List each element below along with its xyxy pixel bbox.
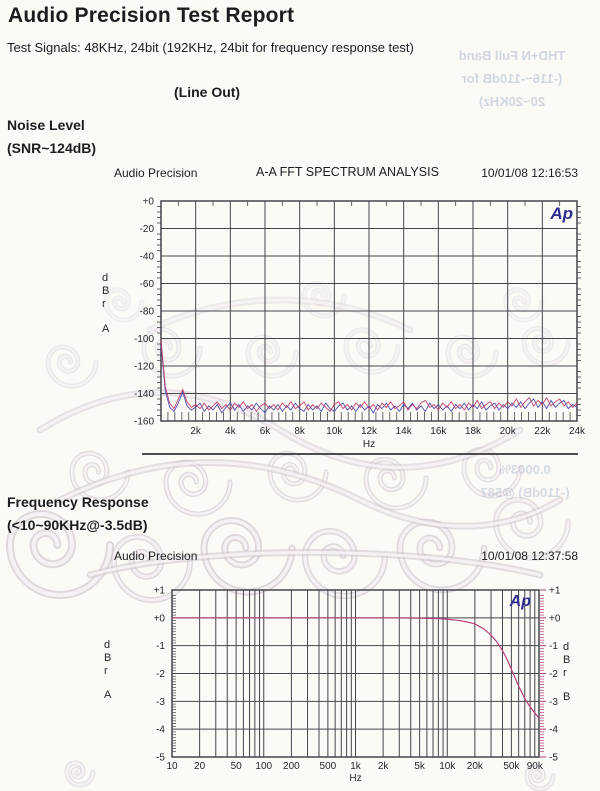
svg-text:-4: -4 [549,724,558,736]
svg-text:B: B [104,652,112,664]
svg-text:10k: 10k [326,426,343,437]
svg-text:8k: 8k [294,426,305,437]
svg-text:+0: +0 [153,613,165,625]
svg-text:-5: -5 [549,752,558,764]
svg-text:200: 200 [283,761,300,772]
svg-text:100: 100 [255,761,273,772]
axis-tick-labels [102,197,586,451]
svg-text:-160: -160 [133,416,154,428]
svg-text:-140: -140 [133,389,154,400]
svg-text:r: r [102,298,106,310]
svg-text:d: d [563,641,570,653]
section-divider [142,453,578,455]
svg-text:-60: -60 [139,279,154,290]
svg-text:22k: 22k [534,426,551,437]
x-axis-unit: Hz [349,773,362,784]
noise-level-heading: Noise Level [7,117,85,133]
svg-text:1k: 1k [350,761,361,772]
svg-text:24k: 24k [568,426,586,437]
grid [161,201,577,421]
svg-text:-1: -1 [156,641,165,653]
svg-text:-120: -120 [133,361,154,373]
vendor-label-2: Audio Precision [114,549,198,563]
svg-text:6k: 6k [259,426,271,437]
frequency-response-chart [86,576,600,791]
svg-text:50k: 50k [503,761,520,772]
svg-text:+0: +0 [142,196,154,208]
svg-text:+1: +1 [153,585,165,597]
svg-text:-3: -3 [156,696,165,708]
svg-text:-40: -40 [139,251,154,263]
frequency-response-spec-label: (<10~90KHz@-3.5dB) [7,517,148,533]
ap-logo: Ap [509,593,531,610]
svg-text:-2: -2 [549,669,558,680]
svg-text:+0: +0 [549,613,561,625]
channel-letter-right: B [563,691,571,703]
test-signals-subtitle: Test Signals: 48KHz, 24bit (192KHz, 24bit for frequency response test) [7,40,414,55]
timestamp-2: 10/01/08 12:37:58 [481,549,578,563]
svg-text:-2: -2 [156,669,165,680]
svg-text:16k: 16k [430,426,447,437]
svg-text:B: B [563,654,571,666]
line-out-label: (Line Out) [174,84,241,100]
svg-text:d: d [102,272,109,284]
ap-logo: Ap [550,204,573,223]
svg-text:-100: -100 [133,334,154,345]
svg-text:-1: -1 [549,641,558,653]
svg-text:-5: -5 [156,752,165,764]
svg-text:20k: 20k [466,761,483,772]
svg-text:20k: 20k [499,426,516,437]
snr-value-label: (SNR~124dB) [7,140,97,156]
svg-text:500: 500 [319,761,337,772]
svg-text:20: 20 [194,761,206,772]
timestamp-1: 10/01/08 12:16:53 [481,166,578,180]
bleed-through-text-top: THD+N Full Band (-116~-110dB for 20~20KHz) [458,48,566,109]
channel-letter-left: A [104,689,112,701]
svg-text:d: d [104,639,111,651]
svg-text:-80: -80 [139,306,154,318]
bleed-through-text-mid: 0.0003% (-110dB) @587 [480,462,570,500]
svg-text:4k: 4k [225,426,236,437]
page-title: Audio Precision Test Report [8,4,295,27]
svg-text:-4: -4 [156,724,165,736]
frequency-response-heading: Frequency Response [7,494,149,510]
svg-text:90k: 90k [526,761,543,772]
svg-text:r: r [104,665,108,677]
svg-text:B: B [102,285,110,297]
svg-text:50: 50 [230,761,242,772]
svg-text:2k: 2k [377,761,389,772]
svg-text:-20: -20 [139,224,154,235]
channel-letter: A [102,323,110,335]
svg-text:18k: 18k [464,426,482,437]
svg-text:10: 10 [166,761,178,772]
fft-analysis-title: A-A FFT SPECTRUM ANALYSIS [256,165,439,179]
svg-text:12k: 12k [360,426,378,437]
svg-text:10k: 10k [439,761,456,772]
vendor-label-1: Audio Precision [114,166,198,180]
noise-spectrum-chart [86,186,596,452]
svg-text:5k: 5k [414,761,425,772]
svg-text:+1: +1 [549,585,561,597]
svg-text:14k: 14k [395,426,412,437]
svg-text:2k: 2k [190,426,201,437]
grid [172,590,539,757]
x-axis-unit: Hz [362,439,376,450]
svg-text:-3: -3 [549,696,558,708]
svg-text:r: r [563,667,567,679]
